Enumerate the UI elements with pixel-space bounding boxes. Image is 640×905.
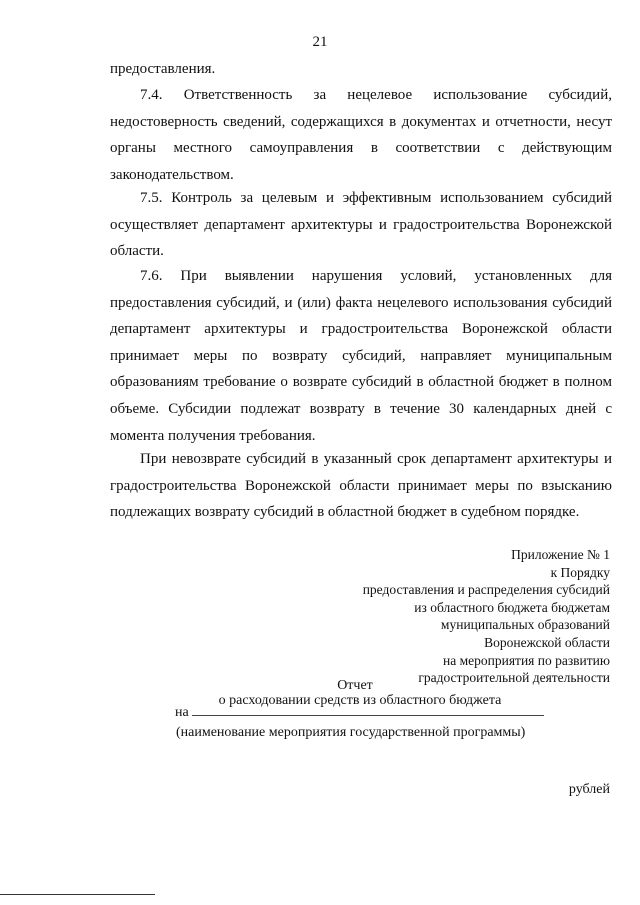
text-line: 7.4. Ответственность за нецелевое использование субсидий, [140, 87, 612, 103]
appendix-line: из областного бюджета бюджетам [414, 599, 610, 615]
text-line: момента получения требования. [110, 427, 316, 444]
program-name-field [175, 704, 544, 721]
appendix-line: Приложение № 1 [511, 547, 610, 562]
field-prefix: на [175, 705, 189, 720]
paragraph-7-4 [110, 82, 612, 188]
paragraph-non-return [110, 446, 612, 526]
appendix-line: к Порядку [550, 564, 610, 580]
text-line: При невозврате субсидий в указанный срок департамент архитектуры и [140, 451, 612, 467]
text-line: подлежащих возврату субсидий в областной бюджет в судебном порядке. [110, 504, 580, 521]
report-title: Отчет [337, 678, 373, 693]
text-line: предоставления. [110, 61, 216, 77]
text-line: области. [110, 243, 164, 260]
appendix-line: муниципальных образований [440, 617, 610, 633]
appendix-line: Воронежской области [484, 634, 610, 650]
appendix-header [290, 546, 610, 687]
paragraph-continuation [110, 56, 612, 83]
report-subtitle: о расходовании средств из областного бюджета [218, 693, 502, 708]
text-line: законодательством. [110, 166, 234, 183]
text-line: образованиям требование о возврате субсидий в областной бюджет в полном [110, 374, 612, 391]
appendix-line: на мероприятия по развитию [443, 652, 610, 668]
page-number: 21 [312, 34, 328, 50]
text-line: 7.6. При выявлении нарушения условий, установленных для [140, 268, 612, 284]
field-underline [192, 715, 544, 716]
appendix-line: градостроительной деятельности [418, 670, 610, 686]
text-line: объеме. Субсидии подлежат возврату в течение 30 календарных дней с [110, 400, 612, 417]
text-line: градостроительства Воронежской области принимает меры по взысканию [110, 477, 612, 494]
appendix-line: предоставления и распределения субсидий [362, 582, 610, 598]
paragraph-7-6 [110, 263, 612, 449]
text-line: принимает меры по возврату субсидий, направляет муниципальным [110, 347, 612, 364]
paragraph-7-5 [110, 185, 612, 265]
text-line: органы местного самоуправления в соответствии с действующим [110, 140, 612, 157]
text-line: недостоверность сведений, содержащихся в документах и отчетности, несут [110, 113, 612, 130]
footnote-separator [0, 894, 155, 895]
field-caption: (наименование мероприятия государственной программы) [176, 725, 526, 740]
units-label: рублей [568, 782, 610, 797]
text-line: департамент архитектуры и градостроительства Воронежской области [110, 321, 612, 338]
text-line: 7.5. Контроль за целевым и эффективным использованием субсидий [140, 190, 612, 206]
text-line: осуществляет департамент архитектуры и градостроительства Воронежской [110, 216, 612, 233]
text-line: предоставления субсидий, и (или) факта нецелевого использования субсидий [110, 294, 612, 311]
